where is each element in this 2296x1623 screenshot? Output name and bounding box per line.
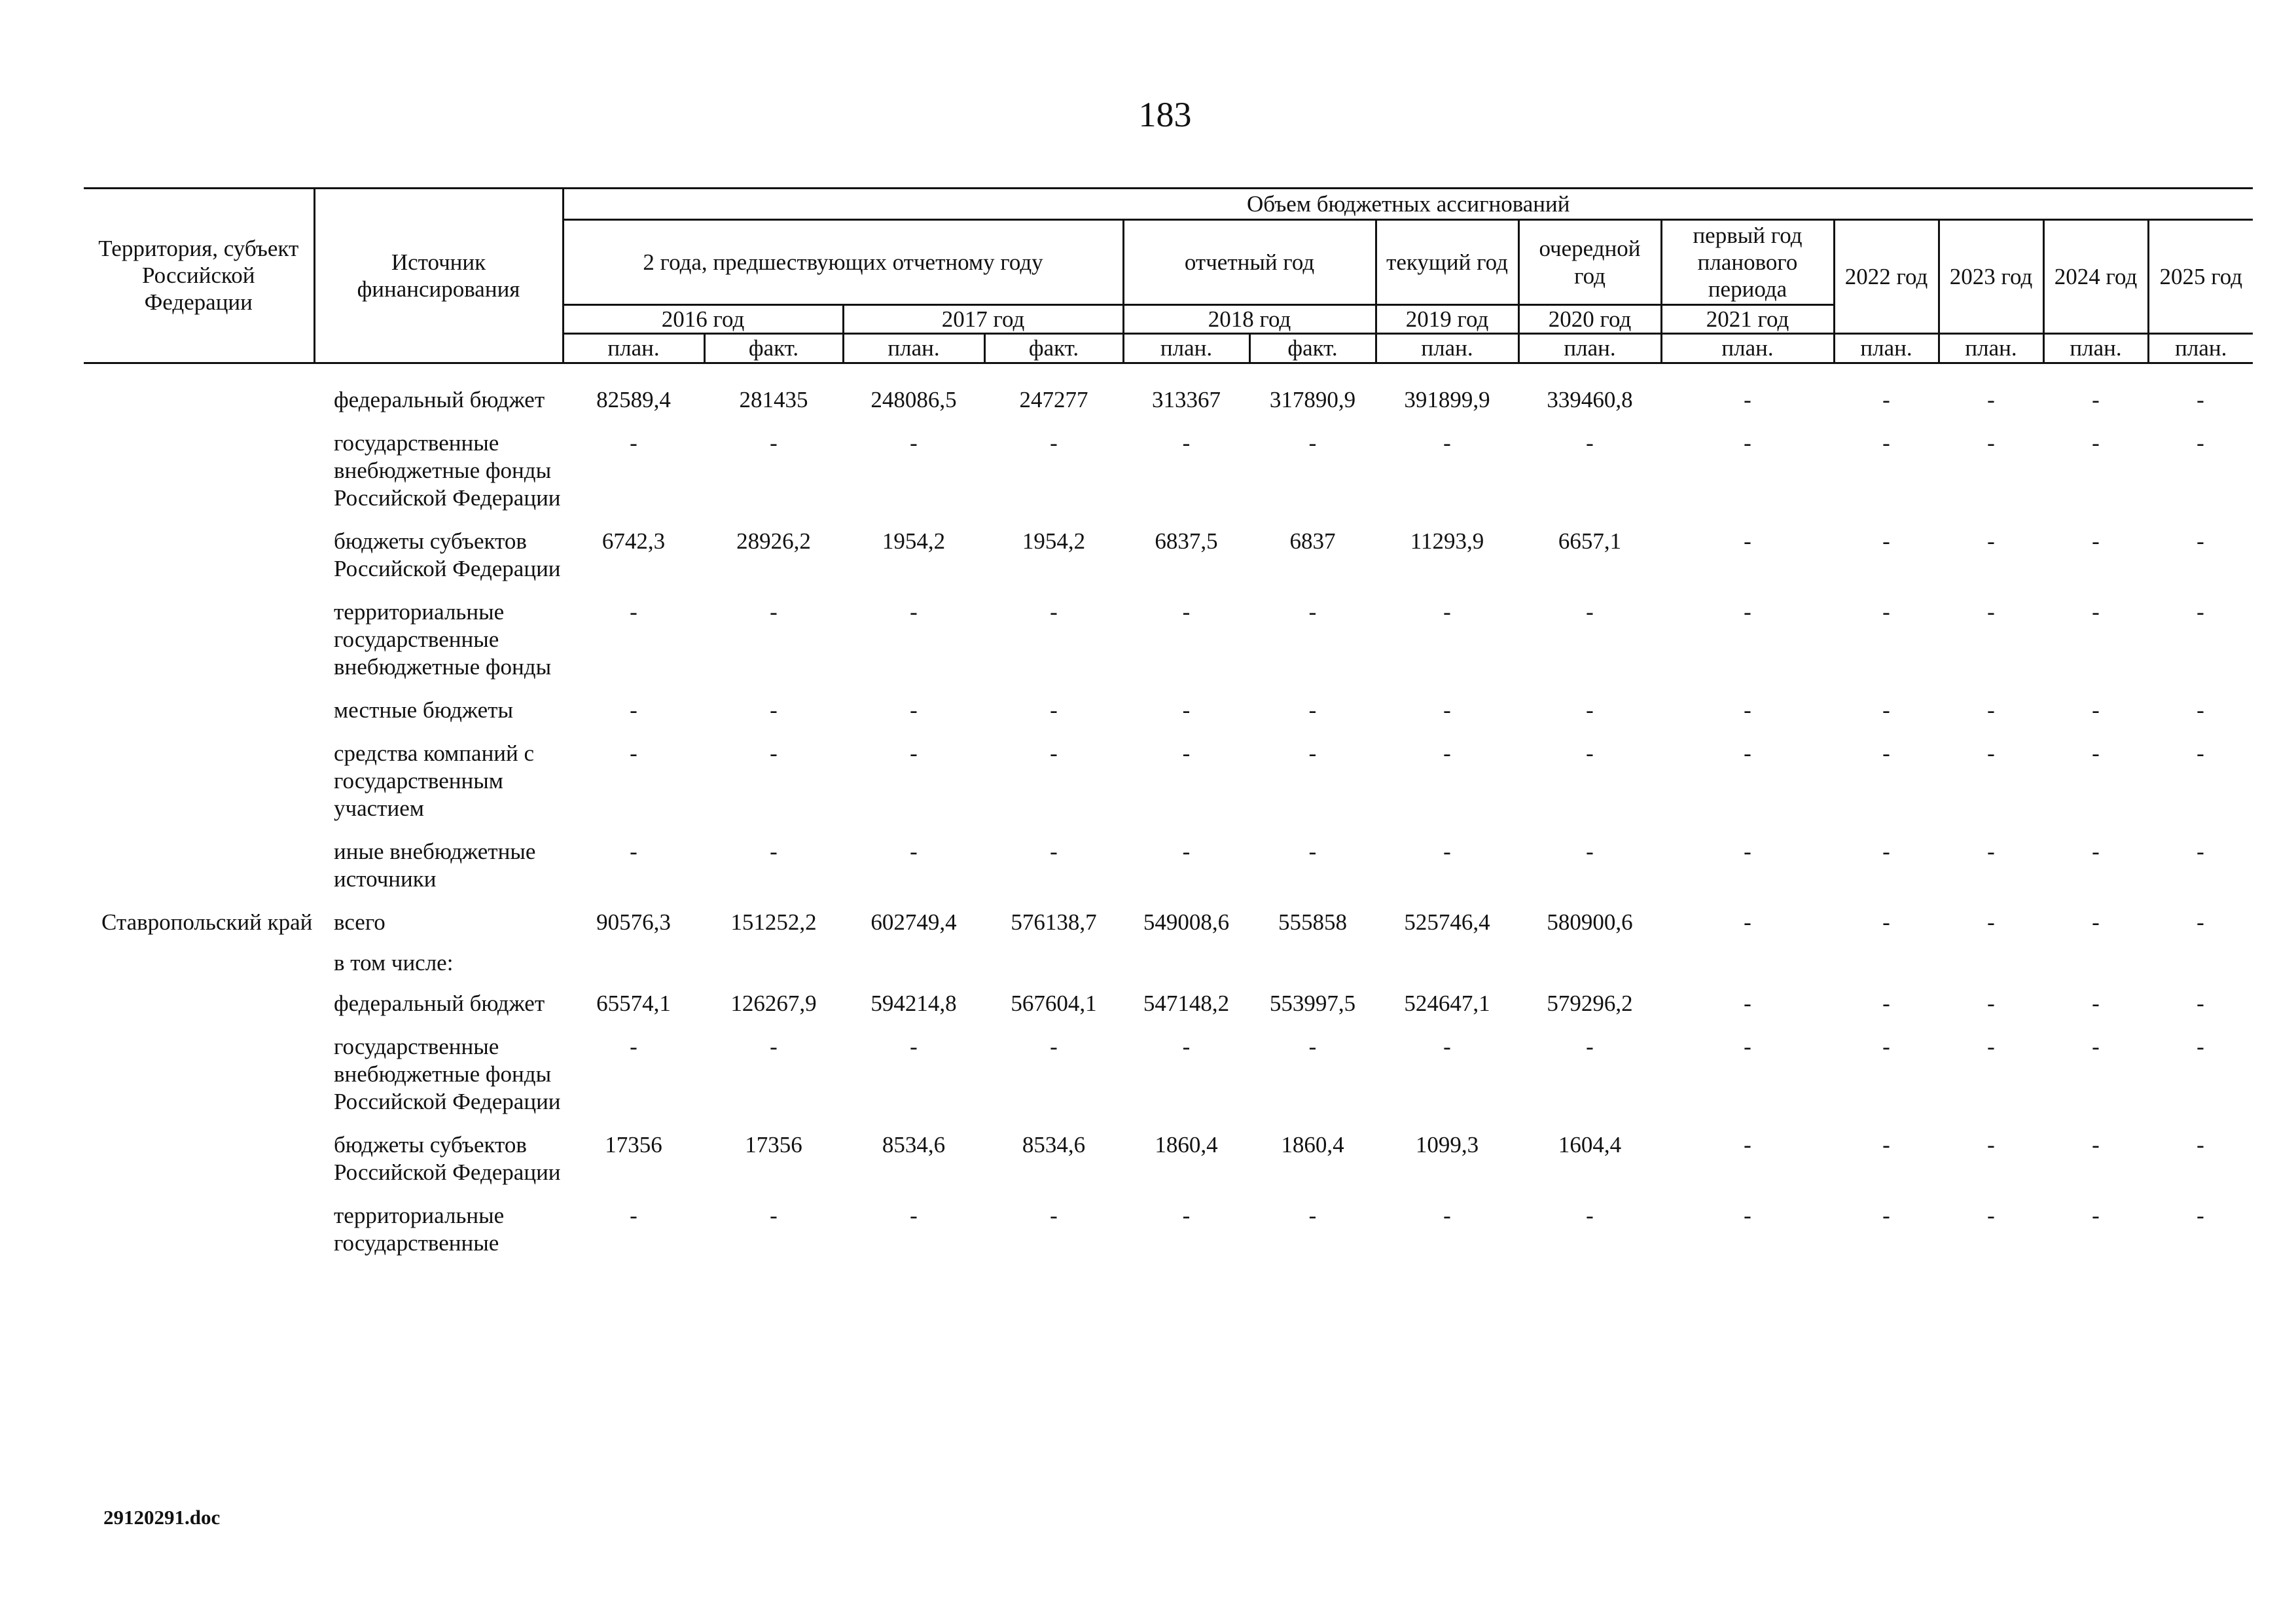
value-cell: - [1050, 599, 1058, 625]
value-cell: - [1882, 839, 1890, 864]
value-cell: - [1882, 599, 1890, 625]
value-cell: - [1308, 1203, 1317, 1228]
header-volume: Объем бюджетных ассигнований [563, 189, 2253, 220]
value-cell: 17356 [605, 1132, 662, 1158]
value-cell: - [1882, 740, 1890, 766]
value-cell: - [910, 697, 918, 723]
value-cell: - [2092, 1203, 2100, 1228]
value-cell: - [1050, 1034, 1058, 1059]
header-plan: план. [1939, 334, 2043, 363]
value-cell: - [1308, 1034, 1317, 1059]
value-cell: 1604,4 [1558, 1132, 1622, 1158]
value-cell: - [1882, 430, 1890, 456]
value-cell: - [2197, 599, 2204, 625]
value-cell: - [1182, 697, 1191, 723]
value-cell: - [630, 697, 637, 723]
value-cell: - [770, 1203, 778, 1228]
value-cell: - [1882, 909, 1890, 935]
header-territory: Территория, субъект Российской Федерации [84, 189, 314, 363]
value-cell: - [2092, 991, 2100, 1016]
value-cell: - [1050, 697, 1058, 723]
value-cell: - [1987, 697, 1995, 723]
value-cell: - [1744, 1132, 1751, 1158]
value-cell: 1860,4 [1281, 1132, 1344, 1158]
value-cell: 602749,4 [870, 909, 957, 935]
source-cell: средства компаний с государственным участием [334, 740, 535, 821]
value-cell: - [1882, 528, 1890, 554]
value-cell: - [1987, 1203, 1995, 1228]
value-cell: - [1586, 599, 1594, 625]
value-cell: - [1987, 740, 1995, 766]
value-cell: 6657,1 [1558, 528, 1622, 554]
value-cell: - [630, 430, 637, 456]
value-cell: - [2197, 909, 2204, 935]
value-cell: - [1050, 839, 1058, 864]
value-cell: - [910, 1034, 918, 1059]
value-cell: 65574,1 [596, 991, 671, 1016]
value-cell: - [1443, 839, 1451, 864]
source-cell: территориальные государственные внебюджетные фонды [334, 599, 552, 680]
value-cell: - [2197, 991, 2204, 1016]
value-cell: - [910, 839, 918, 864]
table-row [84, 697, 2291, 724]
header-plan: план. [843, 334, 984, 363]
header-plan: план. [1661, 334, 1834, 363]
value-cell: - [1744, 909, 1751, 935]
value-cell: - [2092, 1132, 2100, 1158]
header-2022: 2022 год [1834, 220, 1939, 334]
table-body [84, 386, 2291, 1273]
header-year-2020: 2020 год [1518, 305, 1661, 334]
source-cell: бюджеты субъектов Российской Федерации [334, 1132, 561, 1185]
value-cell: - [1586, 1034, 1594, 1059]
value-cell: - [2197, 528, 2204, 554]
value-cell: 549008,6 [1143, 909, 1230, 935]
value-cell: - [910, 599, 918, 625]
source-cell: федеральный бюджет [334, 991, 545, 1016]
value-cell: 82589,4 [596, 387, 671, 412]
value-cell: - [630, 839, 637, 864]
value-cell: - [1882, 991, 1890, 1016]
value-cell: 281435 [739, 387, 808, 412]
value-cell: - [770, 1034, 778, 1059]
header-current-year: текущий год [1376, 220, 1518, 305]
header-report-year: отчетный год [1123, 220, 1376, 305]
header-year-2016: 2016 год [563, 305, 843, 334]
value-cell: - [2092, 909, 2100, 935]
value-cell: - [1744, 528, 1751, 554]
value-cell: - [1744, 430, 1751, 456]
value-cell: - [1987, 430, 1995, 456]
value-cell: 553997,5 [1269, 991, 1356, 1016]
value-cell: - [2197, 1132, 2204, 1158]
page-number: 183 [1138, 95, 1192, 134]
value-cell: 576138,7 [1011, 909, 1097, 935]
value-cell: 126267,9 [730, 991, 817, 1016]
header-year-2018: 2018 год [1123, 305, 1376, 334]
value-cell: - [1182, 430, 1191, 456]
header-plan: план. [1376, 334, 1518, 363]
source-cell: иные внебюджетные источники [334, 839, 536, 892]
source-cell: всего [334, 909, 386, 935]
value-cell: 1954,2 [882, 528, 946, 554]
value-cell: 8534,6 [1022, 1132, 1086, 1158]
header-plan: план. [2043, 334, 2148, 363]
header-2025: 2025 год [2148, 220, 2253, 334]
table-row [84, 528, 2291, 583]
value-cell: - [2197, 1034, 2204, 1059]
value-cell: - [2092, 387, 2100, 412]
value-cell: 28926,2 [736, 528, 811, 554]
value-cell: - [630, 1203, 637, 1228]
value-cell: - [1586, 839, 1594, 864]
source-cell: государственные внебюджетные фонды Российской Федерации [334, 430, 561, 511]
value-cell: - [1182, 1034, 1191, 1059]
value-cell: 151252,2 [730, 909, 817, 935]
value-cell: - [1443, 430, 1451, 456]
value-cell: 248086,5 [870, 387, 957, 412]
value-cell: 567604,1 [1011, 991, 1097, 1016]
value-cell: - [770, 430, 778, 456]
header-fact: факт. [704, 334, 843, 363]
value-cell: 313367 [1152, 387, 1221, 412]
value-cell: - [1586, 1203, 1594, 1228]
value-cell: 547148,2 [1143, 991, 1230, 1016]
value-cell: - [2197, 697, 2204, 723]
source-cell: в том числе: [334, 950, 454, 976]
value-cell: 17356 [745, 1132, 802, 1158]
value-cell: - [1744, 599, 1751, 625]
table-row [84, 1202, 2291, 1257]
header-plan: план. [1518, 334, 1661, 363]
value-cell: 11293,9 [1410, 528, 1484, 554]
table-row [84, 740, 2291, 822]
value-cell: - [2197, 387, 2204, 412]
table-row [84, 386, 2291, 414]
value-cell: - [1987, 1034, 1995, 1059]
table-row [84, 1131, 2291, 1186]
value-cell: - [910, 740, 918, 766]
table-row [84, 598, 2291, 681]
table-row [84, 429, 2291, 512]
value-cell: - [1308, 599, 1317, 625]
header-plan: план. [563, 334, 704, 363]
value-cell: - [630, 1034, 637, 1059]
value-cell: - [1443, 697, 1451, 723]
header-first-plan-year: первый год планового периода [1661, 220, 1834, 305]
value-cell: - [2092, 599, 2100, 625]
value-cell: - [1308, 740, 1317, 766]
value-cell: - [1987, 839, 1995, 864]
value-cell: 1954,2 [1022, 528, 1086, 554]
value-cell: 579296,2 [1547, 991, 1633, 1016]
value-cell: - [1182, 599, 1191, 625]
value-cell: 1099,3 [1415, 1132, 1479, 1158]
table-row [84, 838, 2291, 893]
value-cell: - [1882, 697, 1890, 723]
value-cell: - [1308, 839, 1317, 864]
header-two-years: 2 года, предшествующих отчетному году [563, 220, 1123, 305]
value-cell: - [1987, 528, 1995, 554]
value-cell: - [1882, 387, 1890, 412]
value-cell: - [1744, 1203, 1751, 1228]
value-cell: - [1182, 1203, 1191, 1228]
value-cell: - [770, 839, 778, 864]
header-plan: план. [1834, 334, 1939, 363]
value-cell: - [2197, 740, 2204, 766]
value-cell: - [770, 740, 778, 766]
value-cell: 580900,6 [1547, 909, 1633, 935]
table-row [84, 990, 2291, 1017]
table-row [84, 909, 2291, 936]
value-cell: - [1182, 839, 1191, 864]
value-cell: - [1308, 697, 1317, 723]
value-cell: - [1744, 839, 1751, 864]
value-cell: - [1987, 909, 1995, 935]
header-fact: факт. [1249, 334, 1376, 363]
header-2023: 2023 год [1939, 220, 2043, 334]
value-cell: - [630, 599, 637, 625]
source-cell: местные бюджеты [334, 697, 513, 723]
value-cell: 555858 [1278, 909, 1347, 935]
header-plan: план. [1123, 334, 1249, 363]
header-year-2019: 2019 год [1376, 305, 1518, 334]
header-plan: план. [2148, 334, 2253, 363]
value-cell: - [1744, 1034, 1751, 1059]
value-cell: - [770, 599, 778, 625]
value-cell: - [1050, 740, 1058, 766]
value-cell: - [910, 430, 918, 456]
header-source: Источник финансирования [314, 189, 563, 363]
value-cell: - [1744, 387, 1751, 412]
value-cell: - [1443, 740, 1451, 766]
table-row [84, 1033, 2291, 1116]
value-cell: - [1987, 387, 1995, 412]
value-cell: - [1586, 697, 1594, 723]
source-cell: федеральный бюджет [334, 387, 545, 412]
header-year-2017: 2017 год [843, 305, 1123, 334]
value-cell: 391899,9 [1404, 387, 1490, 412]
value-cell: - [2092, 430, 2100, 456]
territory-cell: Ставропольский край [101, 909, 313, 935]
value-cell: - [1443, 1203, 1451, 1228]
source-cell: государственные внебюджетные фонды Российской Федерации [334, 1034, 561, 1114]
value-cell: 339460,8 [1547, 387, 1633, 412]
value-cell: 8534,6 [882, 1132, 946, 1158]
value-cell: 247277 [1019, 387, 1088, 412]
value-cell: - [2092, 697, 2100, 723]
value-cell: - [1987, 1132, 1995, 1158]
header-next-year: очередной год [1518, 220, 1661, 305]
value-cell: - [2197, 430, 2204, 456]
value-cell: - [2092, 1034, 2100, 1059]
value-cell: - [1586, 740, 1594, 766]
value-cell: 6837 [1289, 528, 1336, 554]
value-cell: - [2092, 740, 2100, 766]
value-cell: 90576,3 [596, 909, 671, 935]
table-row [84, 949, 2291, 977]
source-cell: бюджеты субъектов Российской Федерации [334, 528, 561, 581]
value-cell: - [1443, 1034, 1451, 1059]
value-cell: 524647,1 [1404, 991, 1490, 1016]
footer-filename: 29120291.doc [103, 1506, 221, 1529]
value-cell: - [1744, 991, 1751, 1016]
value-cell: 1860,4 [1155, 1132, 1218, 1158]
value-cell: - [1744, 697, 1751, 723]
value-cell: 594214,8 [870, 991, 957, 1016]
value-cell: 525746,4 [1404, 909, 1490, 935]
header-year-2021: 2021 год [1661, 305, 1834, 334]
source-cell: территориальные государственные [334, 1203, 505, 1256]
value-cell: - [1987, 991, 1995, 1016]
value-cell: - [1308, 430, 1317, 456]
value-cell: - [630, 740, 637, 766]
value-cell: - [1987, 599, 1995, 625]
value-cell: - [2092, 528, 2100, 554]
value-cell: - [1882, 1203, 1890, 1228]
value-cell: - [1882, 1034, 1890, 1059]
value-cell: - [1744, 740, 1751, 766]
value-cell: 317890,9 [1269, 387, 1356, 412]
value-cell: 6742,3 [601, 528, 666, 554]
value-cell: - [1443, 599, 1451, 625]
value-cell: - [770, 697, 778, 723]
value-cell: - [910, 1203, 918, 1228]
value-cell: - [2197, 1203, 2204, 1228]
value-cell: - [1882, 1132, 1890, 1158]
value-cell: - [1586, 430, 1594, 456]
value-cell: - [1182, 740, 1191, 766]
value-cell: - [1050, 430, 1058, 456]
header-2024: 2024 год [2043, 220, 2148, 334]
value-cell: 6837,5 [1155, 528, 1218, 554]
table-header [84, 187, 2253, 364]
value-cell: - [2197, 839, 2204, 864]
value-cell: - [1050, 1203, 1058, 1228]
header-fact: факт. [984, 334, 1123, 363]
value-cell: - [2092, 839, 2100, 864]
